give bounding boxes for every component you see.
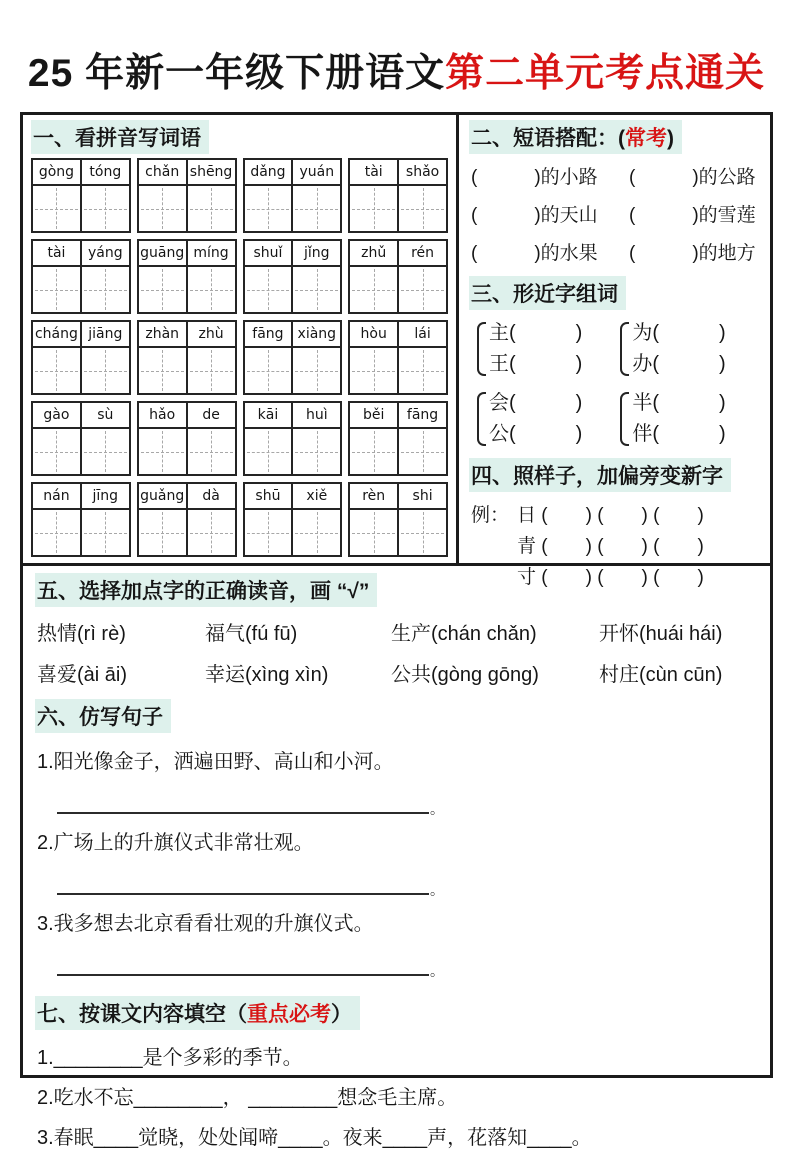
section-7-heading [35,996,360,1030]
pinyin-syllable: tóng [89,164,122,180]
writing-grid-cell[interactable] [399,510,446,555]
phrase-match-row [471,162,762,189]
writing-grid-cell[interactable] [188,429,235,474]
pinyin-grid-row [31,239,448,314]
pinyin-syllable: rèn [350,484,399,508]
writing-grid-cell[interactable] [139,186,188,231]
similar-char-pair [620,318,725,380]
section-1-pinyin-words [23,115,459,563]
pinyin-word-block [348,320,448,395]
char-blank[interactable]: 王( ) [489,353,583,375]
model-sentence: 3.我多想去北京看看壮观的升旗仪式。 [37,913,374,935]
writing-grid-cell[interactable] [399,267,446,312]
writing-grid-cell[interactable] [188,267,235,312]
pinyin-syllable: rén [411,245,435,261]
bottom-sections [23,566,770,1150]
writing-grid-cell[interactable] [82,267,129,312]
pinyin-word-block [31,482,131,557]
pinyin-syllable: lái [414,326,431,342]
pinyin-word-block [137,401,237,476]
section-6-heading: 六、仿写句子 [35,699,171,733]
similar-char-grid [477,318,762,450]
writing-grid-cell[interactable] [245,348,294,393]
section-4-heading: 四、照样子，加偏旁变新字 [469,458,731,492]
pinyin-syllable: dà [202,488,220,504]
pinyin-word-block [243,320,343,395]
section-7-heading-text: 七、按课文内容填空（ [37,1003,247,1026]
answer-underline[interactable] [57,810,429,814]
pinyin-word-block [137,239,237,314]
section-7-heading-close: ） [331,1003,352,1026]
pinyin-syllable: zhàn [139,322,188,346]
pinyin-syllable: dǎng [245,160,294,184]
writing-grid-cell[interactable] [293,267,340,312]
example-label: 例： [471,505,510,526]
pinyin-syllable: huì [305,407,328,423]
pinyin-word-block [31,320,131,395]
phrase-blank[interactable]: ( )的小路 [471,167,598,188]
writing-grid-cell[interactable] [33,348,82,393]
similar-char-pair [477,388,582,450]
pinyin-syllable: míng [193,245,229,261]
writing-grid-cell[interactable] [350,429,399,474]
pinyin-syllable: hòu [350,322,399,346]
pinyin-grid [31,158,448,557]
pinyin-grid-row [31,401,448,476]
pinyin-syllable: cháng [33,322,82,346]
pinyin-syllable: tài [350,160,399,184]
section-3-heading: 三、形近字组词 [469,276,626,310]
pinyin-grid-row [31,158,448,233]
pronunciation-choice-grid [37,617,758,687]
pinyin-word-block [348,158,448,233]
writing-grid-cell[interactable] [188,510,235,555]
pronunciation-item[interactable]: 福气(fú fū) [205,623,298,645]
pinyin-syllable: kāi [245,403,294,427]
brace-icon [620,322,629,376]
pinyin-syllable: chǎn [139,160,188,184]
pinyin-syllable: gòng [33,160,82,184]
period-mark: 。 [430,801,444,817]
pinyin-syllable: yáng [88,245,123,261]
char-blank[interactable]: 公( ) [489,423,583,445]
pinyin-syllable: xiàng [297,326,337,342]
writing-grid-cell[interactable] [293,186,340,231]
similar-char-pair [620,388,725,450]
writing-grid-cell[interactable] [139,429,188,474]
fill-in-line[interactable]: 3.春眠____觉晓，处处闻啼____。夜来____声，花落知____。 [37,1127,592,1149]
writing-grid-cell[interactable] [245,429,294,474]
answer-underline[interactable] [57,972,429,976]
writing-grid-cell[interactable] [350,348,399,393]
writing-grid-cell[interactable] [33,510,82,555]
pronunciation-item[interactable]: 公共(gòng gōng) [391,664,539,686]
pinyin-syllable: zhǔ [350,241,399,265]
pinyin-word-block [243,401,343,476]
section-2-heading-text: 二、短语搭配：( [471,127,625,150]
section-2-heading-close: ) [667,127,674,150]
writing-grid-cell[interactable] [399,348,446,393]
pinyin-word-block [137,320,237,395]
writing-grid-cell[interactable] [188,348,235,393]
fill-in-line[interactable]: 2.吃水不忘________， ________想念毛主席。 [37,1087,458,1109]
section-7-heading-red: 重点必考 [247,1003,331,1026]
pinyin-syllable: guǎng [139,484,188,508]
top-two-columns [23,115,770,588]
char-blank[interactable]: 伴( ) [632,423,726,445]
model-sentence: 1.阳光像金子，洒遍田野、高山和小河。 [37,751,394,773]
answer-line[interactable] [57,882,758,898]
writing-grid-cell[interactable] [33,429,82,474]
pinyin-syllable: shēng [189,164,233,180]
writing-grid-cell[interactable] [350,267,399,312]
writing-grid-cell[interactable] [245,186,294,231]
brace-icon [620,392,629,446]
pinyin-syllable: gào [33,403,82,427]
section-2-heading [469,120,682,154]
pinyin-syllable: shi [412,488,433,504]
pronunciation-item[interactable]: 生产(chán chǎn) [391,623,537,645]
char-blank[interactable]: 办( ) [632,353,726,375]
char-blank[interactable]: 主( ) [489,322,583,344]
pinyin-syllable: shǎo [405,164,440,180]
writing-grid-cell[interactable] [245,510,294,555]
page-title-black: 25 年新一年级下册语文 [27,52,446,95]
period-mark: 。 [430,963,444,979]
section-1-heading: 一、看拼音写词语 [31,120,209,154]
radical-row[interactable]: 寸 ( ) ( ) ( ) [517,567,704,588]
writing-grid-cell[interactable] [350,510,399,555]
writing-grid-cell[interactable] [33,186,82,231]
pronunciation-item[interactable]: 村庄(cùn cūn) [599,664,723,686]
worksheet-frame [20,112,773,1149]
answer-line[interactable] [57,963,758,979]
right-column [459,115,770,588]
similar-char-pair [477,318,582,380]
fill-in-line[interactable]: 1.________是个多彩的季节。 [37,1047,303,1069]
writing-grid-cell[interactable] [399,186,446,231]
similar-char-line [477,318,762,380]
writing-grid-cell[interactable] [293,510,340,555]
pinyin-word-block [137,158,237,233]
pronunciation-item[interactable]: 幸运(xìng xìn) [205,664,329,686]
pinyin-syllable: tài [33,241,82,265]
pinyin-grid-row [31,482,448,557]
phrase-blank[interactable]: ( )的雪莲 [629,205,756,226]
writing-grid-cell[interactable] [188,186,235,231]
answer-underline[interactable] [57,891,429,895]
writing-grid-cell[interactable] [293,348,340,393]
char-blank[interactable]: 会( ) [489,392,583,414]
model-sentence: 2.广场上的升旗仪式非常壮观。 [37,832,314,854]
writing-grid-cell[interactable] [139,348,188,393]
pinyin-word-block [31,401,131,476]
similar-char-line [477,388,762,450]
writing-grid-cell[interactable] [399,429,446,474]
pinyin-syllable: shuǐ [245,241,294,265]
pinyin-syllable: yuán [299,164,335,180]
period-mark: 。 [430,882,444,898]
phrase-match-row [471,200,762,227]
pinyin-syllable: de [202,407,220,423]
pinyin-syllable: zhù [198,326,224,342]
brace-icon [477,322,486,376]
writing-grid-cell[interactable] [82,348,129,393]
writing-grid-cell[interactable] [293,429,340,474]
pinyin-syllable: fāng [406,407,439,423]
pinyin-syllable: běi [350,403,399,427]
writing-grid-cell[interactable] [139,267,188,312]
phrase-blank[interactable]: ( )的水果 [471,243,598,264]
pinyin-word-block [243,239,343,314]
phrase-blank[interactable]: ( )的天山 [471,205,598,226]
pinyin-word-block [137,482,237,557]
phrase-match-list [471,162,762,265]
writing-grid-cell[interactable] [33,267,82,312]
radical-example-block [471,500,762,593]
writing-grid-cell[interactable] [82,429,129,474]
pinyin-word-block [31,158,131,233]
pinyin-syllable: guāng [139,241,188,265]
phrase-blank[interactable]: ( )的地方 [629,243,756,264]
writing-grid-cell[interactable] [82,510,129,555]
radical-row[interactable]: 日 ( ) ( ) ( ) [517,505,704,526]
brace-icon [477,392,486,446]
pinyin-word-block [243,482,343,557]
pinyin-grid-row [31,320,448,395]
pinyin-syllable: nán [33,484,82,508]
pinyin-syllable: jīng [92,488,119,504]
char-blank[interactable]: 为( ) [632,322,726,344]
pinyin-word-block [348,401,448,476]
answer-line[interactable] [57,801,758,817]
pronunciation-item[interactable]: 开怀(huái hái) [599,623,723,645]
phrase-match-row [471,238,762,265]
pinyin-syllable: xiě [306,488,328,504]
pinyin-syllable: sù [97,407,114,423]
page-title [0,42,793,98]
pinyin-syllable: jiāng [88,326,123,342]
pinyin-word-block [243,158,343,233]
pinyin-syllable: jǐng [304,245,330,261]
phrase-blank[interactable]: ( )的公路 [629,167,756,188]
section-2-heading-red: 常考 [625,127,667,150]
pinyin-syllable: fāng [245,322,294,346]
pinyin-word-block [348,239,448,314]
char-blank[interactable]: 半( ) [632,392,726,414]
pinyin-syllable: shū [245,484,294,508]
pronunciation-item[interactable]: 喜爱(ài āi) [37,664,128,686]
radical-row[interactable]: 青 ( ) ( ) ( ) [517,536,704,557]
writing-grid-cell[interactable] [245,267,294,312]
page-title-red: 第二单元考点通关 [445,52,766,95]
writing-grid-cell[interactable] [82,186,129,231]
writing-grid-cell[interactable] [350,186,399,231]
pinyin-syllable: hǎo [139,403,188,427]
section-5-heading: 五、选择加点字的正确读音，画 “√” [35,573,377,607]
pinyin-word-block [348,482,448,557]
pronunciation-item[interactable]: 热情(rì rè) [37,623,126,645]
writing-grid-cell[interactable] [139,510,188,555]
pinyin-word-block [31,239,131,314]
